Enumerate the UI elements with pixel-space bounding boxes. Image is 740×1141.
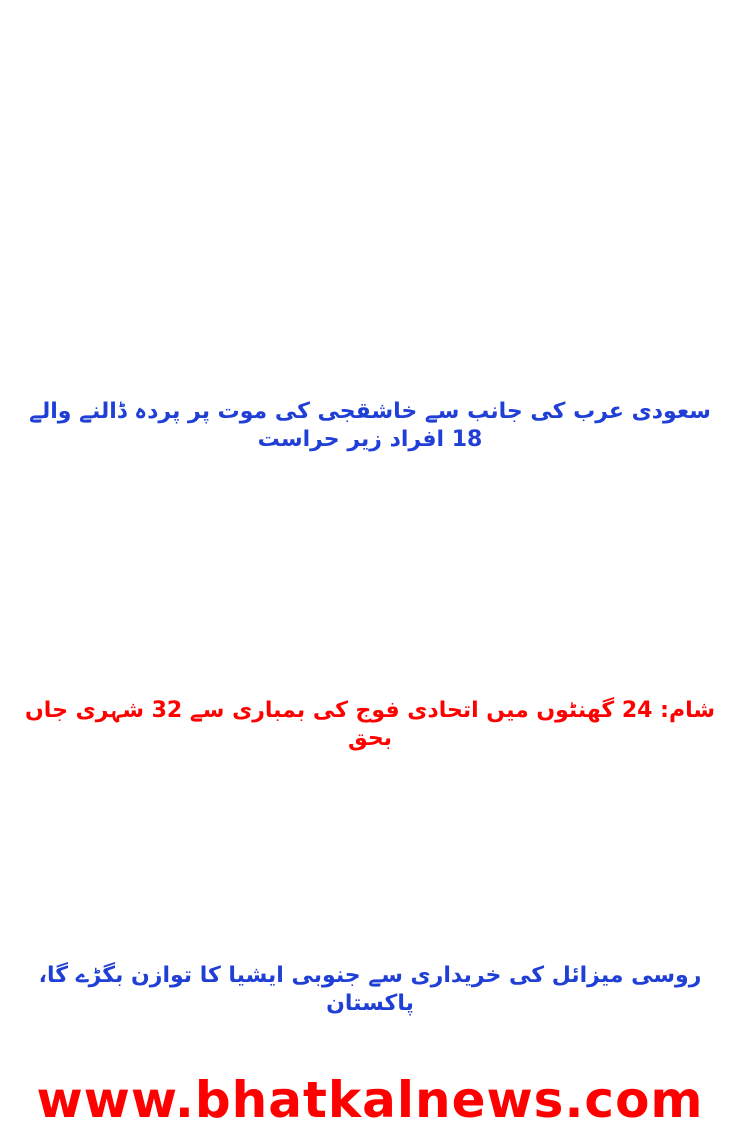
article-2-body xyxy=(14,457,726,689)
article-4-headline: روسی میزائل کی خریداری سے جنوبی ایشیا کا توازن بگڑے گا، پاکستان xyxy=(38,963,702,1016)
article-1-body xyxy=(14,12,726,390)
article-3-body xyxy=(14,756,726,954)
article-2-headline: سعودی عرب کی جانب سے خاشقجی کی موت پر پردہ ڈالنے والے 18 افراد زیر حراست xyxy=(29,399,711,452)
article-1-headline xyxy=(12,0,728,12)
article-3 xyxy=(12,689,728,954)
article-2 xyxy=(12,390,728,689)
article-1 xyxy=(12,0,728,390)
site-url-link[interactable]: www.bhatkalnews.com xyxy=(36,1071,704,1129)
article-3-headline: شام: 24 گھنٹوں میں اتحادی فوج کی بمباری سے 32 شہری جاں بحق xyxy=(25,698,715,751)
